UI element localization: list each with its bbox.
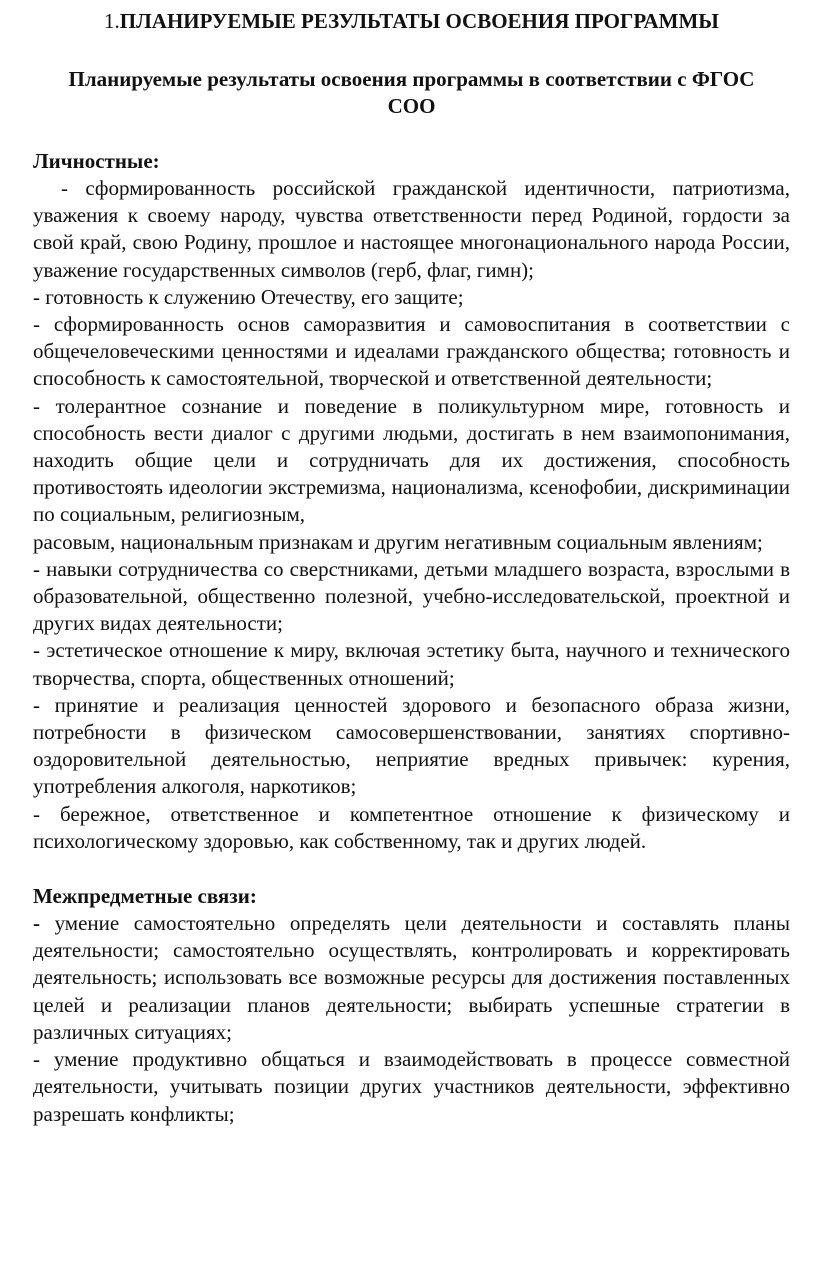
title-text: ПЛАНИРУЕМЫЕ РЕЗУЛЬТАТЫ ОСВОЕНИЯ ПРОГРАММЫ [119, 9, 719, 33]
list-dash: - [33, 312, 40, 337]
list-dash: - [33, 393, 40, 418]
list-dash: - [61, 176, 68, 200]
interdisciplinary-section [33, 883, 790, 1128]
list-dash: - [33, 284, 40, 309]
list-item-text: эстетическое отношение к миру, включая эстетику быта, научного и технического творчества, спорта, общественных отношений; [33, 638, 791, 690]
section-spacer [33, 855, 790, 883]
list-item-text: умение самостоятельно определять цели деятельности и составлять планы деятельности; самостоятельно осуществлять, контролировать и корректировать деятельность; использовать все возможные ресурсы для достижения поставленных целей и реализации планов деятельности; выбирать успешные стратегии в различных ситуациях; [33, 911, 790, 1044]
list-item-text: толерантное сознание и поведение в поликультурном мире, готовность и способность вести диалог с другими людьми, достигать в нем взаимопонимания, находить общие цели и сотрудничать для их достижения, способность противостоять идеологии экстремизма, национализма, ксенофобии, дискриминации по социальным, религиозным, [33, 393, 791, 527]
list-item-continuation [33, 529, 790, 556]
list-dash: - [33, 556, 40, 581]
list-item [33, 556, 790, 638]
list-dash: - [33, 1047, 40, 1072]
list-item-text: умение продуктивно общаться и взаимодействовать в процессе совместной деятельности, учитывать позиции других участников деятельности, эффективно разрешать конфликты; [33, 1047, 790, 1126]
list-item-text: сформированность основ саморазвития и самовоспитания в соответствии с общечеловеческими ценностями и идеалами гражданского общества; готовность и способность к самостоятельной, творческой и ответственной деятельности; [33, 312, 790, 391]
list-item-text: расовым, национальным признакам и другим негативным социальным явлениям; [33, 529, 763, 554]
list-item [33, 1046, 790, 1128]
personal-results-heading: Личностные: [33, 149, 160, 173]
list-item-text: готовность к служению Отечеству, его защите; [45, 284, 464, 309]
list-item-text: бережное, ответственное и компетентное отношение к физическому и психологическому здоровью, как собственному, так и других людей. [33, 801, 790, 853]
list-item [33, 637, 790, 691]
list-item-text: принятие и реализация ценностей здорового и безопасного образа жизни, потребности в физическом самосовершенствовании, занятиях спортивно-оздоровительной деятельностью, неприятие вредных привычек: курения, употребления алкоголя, наркотиков; [33, 692, 791, 799]
list-dash: - [33, 911, 40, 936]
list-item [33, 801, 790, 855]
list-item [33, 284, 790, 311]
title-number: 1. [104, 9, 120, 33]
list-dash: - [33, 638, 40, 663]
list-item [33, 311, 790, 393]
list-item-text: навыки сотрудничества со сверстниками, детьми младшего возраста, взрослыми в образовательной, общественно полезной, учебно-исследовательской, проектной и других видах деятельности; [33, 556, 790, 636]
list-dash: - [33, 692, 40, 717]
list-item-text: сформированность российской гражданской идентичности, патриотизма, уважения к своему народу, чувства ответственности перед Родиной, гордости за свой край, свою Родину, прошлое и настоящее многонационального народа России, уважение государственных символов (герб, флаг, гимн); [33, 176, 790, 282]
page-title [33, 6, 790, 36]
list-item [33, 692, 790, 801]
personal-results-section [33, 148, 790, 855]
interdisciplinary-heading: Межпредметные связи: [33, 884, 257, 909]
list-item [33, 910, 790, 1046]
list-item [33, 175, 790, 284]
document-subtitle: Планируемые результаты освоения программы в соответствии с ФГОС СОО [68, 67, 755, 118]
list-dash: - [33, 801, 40, 826]
list-item [33, 393, 790, 529]
